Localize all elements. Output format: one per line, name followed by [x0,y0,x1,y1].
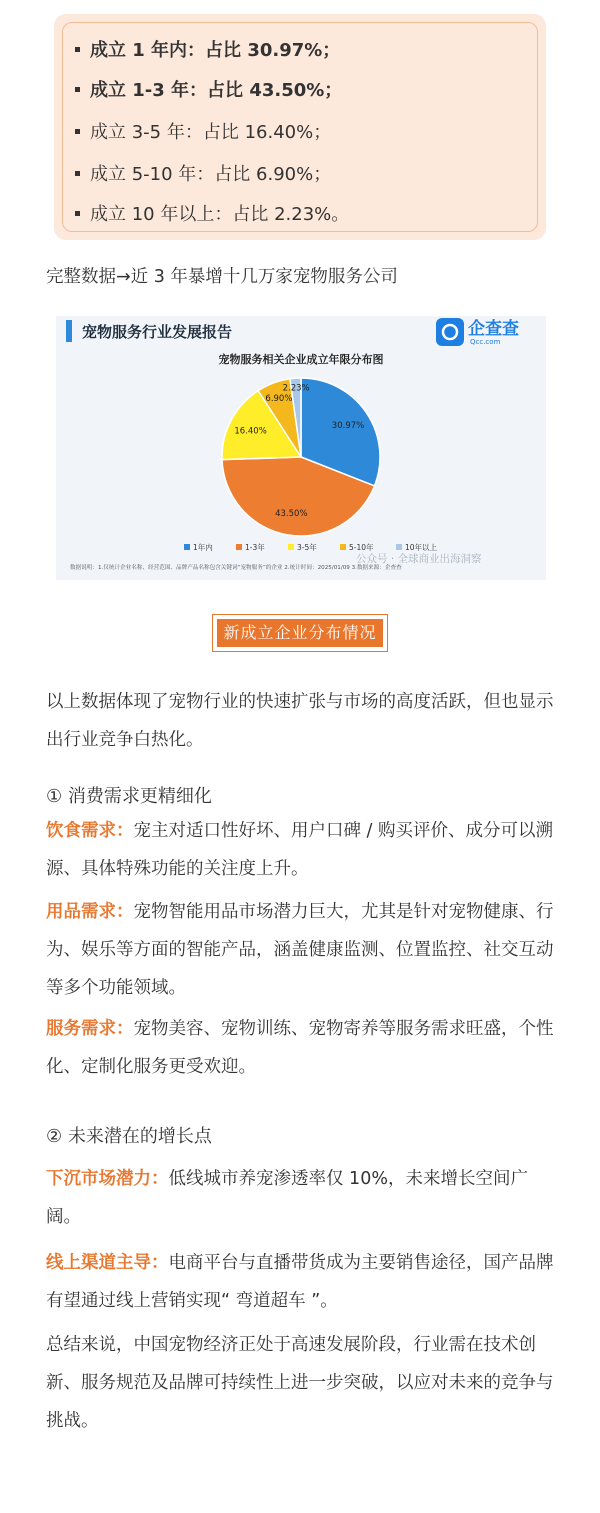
section1-heading: ① 消费需求更精细化 [46,786,212,807]
qcc-logo-icon [436,318,464,346]
qcc-logo [436,318,519,346]
summary-item-2: 成立 1-3 年：占比 43.50%； [75,79,342,103]
pie-value-label: 6.90% [265,393,293,404]
pie-value-label: 16.40% [234,426,267,437]
pie-value-label: 43.50% [275,509,308,520]
legend-label: 1-3年 [245,543,265,552]
section-title: 新成立企业分布情况 [217,619,383,647]
footer-note: 数据说明：1.仅统计企业名称、经营范围、品牌产品名称包含关键词“宠物服务”的企业 2.统计时间：2025/01/09 3.数据来源：企查查 [70,565,402,571]
header-accent-bar [66,320,72,342]
section2-item-1: 下沉市场潜力：低线城市养宠渗透率仅 10%，未来增长空间广阔。 [46,1169,528,1227]
summary-item-1: 成立 1 年内：占比 30.97%； [75,39,340,63]
legend-label: 3-5年 [297,543,317,552]
summary-box [54,14,546,240]
summary-box-border [62,22,538,232]
bullet-icon [75,211,80,216]
bullet-icon [75,47,80,52]
section2-heading: ② 未来潜在的增长点 [46,1126,212,1147]
bullet-icon [75,171,80,176]
summary-item-5: 成立 10 年以上：占比 2.23%。 [75,203,349,227]
legend-label: 1年内 [193,543,213,552]
logo-text: 企查查 [468,319,519,339]
summary-item-3: 成立 3-5 年：占比 16.40%； [75,121,331,145]
section1-item-2: 用品需求：宠物智能用品市场潜力巨大，尤其是针对宠物健康、行为、娱乐等方面的智能产品，涵盖健康监测、位置监控、社交互动等多个功能领域。 [46,902,554,998]
bullet-icon [75,129,80,134]
conclusion-paragraph: 总结来说，中国宠物经济正处于高速发展阶段，行业需在技术创新、服务规范及品牌可持续性上进一步突破，以应对未来的竞争与挑战。 [46,1335,554,1431]
legend-swatch [340,544,346,550]
data-caption: 完整数据→近 3 年暴增十几万家宠物服务公司 [46,267,398,287]
header-title: 宠物服务行业发展报告 [82,323,233,341]
logo-sub: Qcc.com [470,338,501,346]
chart-title: 宠物服务相关企业成立年限分布图 [218,353,384,366]
pie-value-label: 30.97% [331,420,365,431]
infographic-svg [56,316,546,580]
legend-swatch [396,544,402,550]
section2-item-2: 线上渠道主导：电商平台与直播带货成为主要销售途径，国产品牌有望通过线上营销实现“ 弯道超车 ”。 [46,1253,554,1311]
legend-label: 5-10年 [349,543,374,552]
legend-label: 10年以上 [405,543,438,552]
summary-item-4: 成立 5-10 年：占比 6.90%； [75,163,331,187]
bullet-icon [75,87,80,92]
intro-paragraph: 以上数据体现了宠物行业的快速扩张与市场的高度活跃，但也显示出行业竞争白热化。 [46,692,554,750]
section1-item-1: 饮食需求：宠主对适口性好坏、用户口碑 / 购买评价、成分可以溯源、具体特殊功能的关注度上升。 [46,821,554,879]
legend-swatch [288,544,294,550]
chart-legend [184,542,438,552]
section1-item-3: 服务需求：宠物美容、宠物训练、宠物寄养等服务需求旺盛，个性化、定制化服务更受欢迎。 [46,1019,554,1077]
legend-swatch [184,544,190,550]
infographic [56,316,546,580]
legend-swatch [236,544,242,550]
section-title-frame [212,614,388,652]
watermark: 公众号 · 全球商业出海洞察 [356,553,482,565]
pie-value-label: 2.23% [282,383,310,394]
